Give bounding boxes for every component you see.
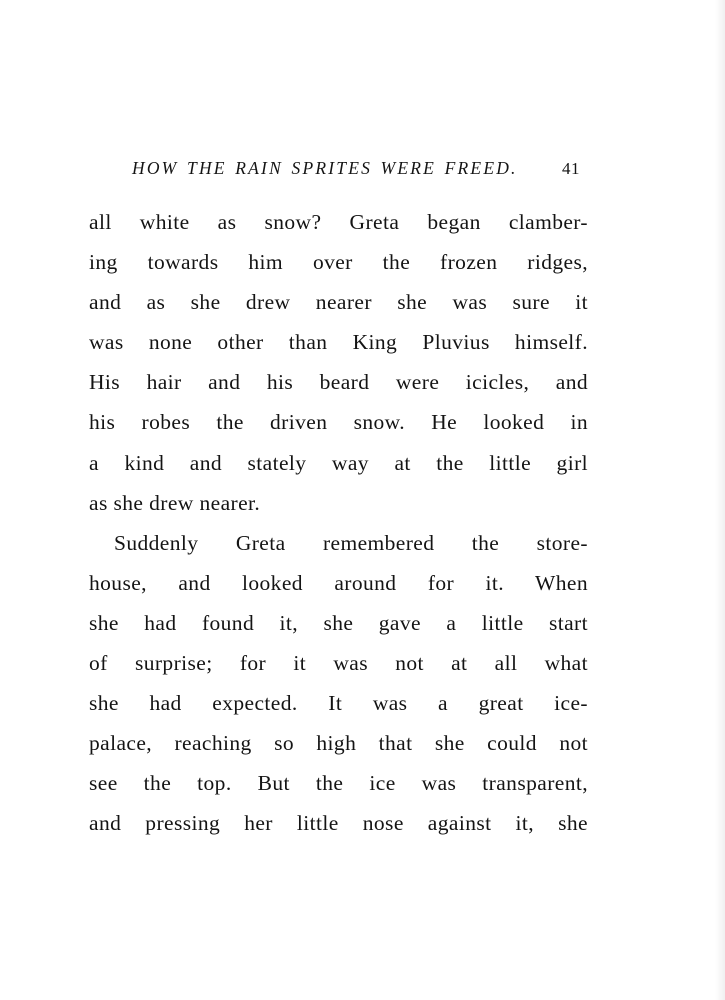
text-line: His hair and his beard were icicles, and <box>89 370 588 395</box>
text-line: and pressing her little nose against it, she <box>89 811 588 836</box>
text-line: a kind and stately way at the little girl <box>89 450 588 475</box>
running-head <box>90 158 588 188</box>
paragraph <box>89 523 588 844</box>
text-line: see the top. But the ice was transparent, <box>89 771 588 796</box>
text-line: Suddenly Greta remembered the store- <box>114 530 588 555</box>
running-head-title: HOW THE RAIN SPRITES WERE FREED. <box>132 158 518 178</box>
page-number: 41 <box>562 159 580 178</box>
text-line: palace, reaching so high that she could not <box>89 731 588 756</box>
paragraph <box>89 202 588 523</box>
text-line: ing towards him over the frozen ridges, <box>89 250 588 275</box>
text-line: and as she drew nearer she was sure it <box>89 290 588 315</box>
text-line: all white as snow? Greta began clamber- <box>89 210 588 234</box>
text-line: of surprise; for it was not at all what <box>89 651 588 676</box>
body-text <box>89 202 588 844</box>
text-line: his robes the driven snow. He looked in <box>89 410 588 435</box>
page-edge-shadow <box>715 0 725 1000</box>
text-line: she had found it, she gave a little start <box>89 610 588 635</box>
text-line: was none other than King Pluvius himself. <box>89 330 588 355</box>
text-line: as she drew nearer. <box>89 490 261 515</box>
text-line: she had expected. It was a great ice- <box>89 691 588 716</box>
text-line: house, and looked around for it. When <box>89 570 588 595</box>
